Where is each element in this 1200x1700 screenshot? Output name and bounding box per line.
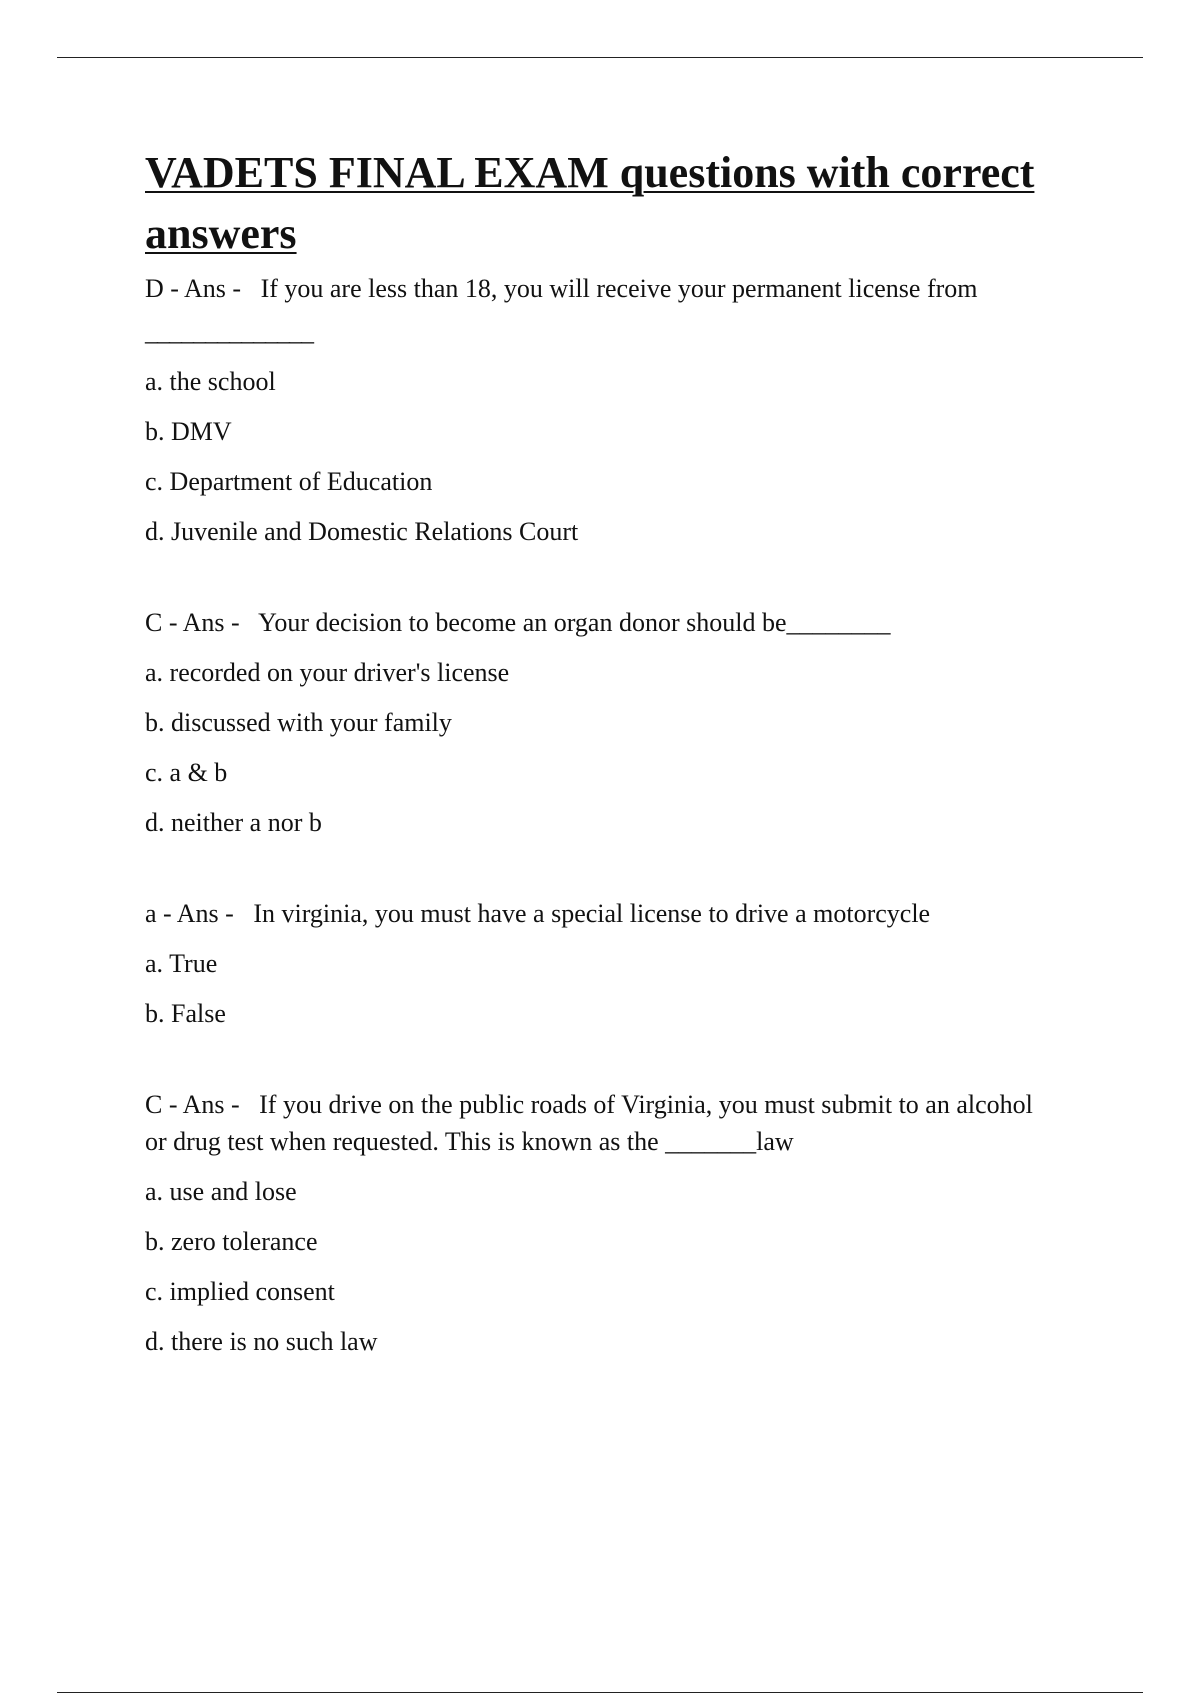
question-1-stem bbox=[145, 270, 1095, 307]
document-title: VADETS FINAL EXAM questions with correct answers bbox=[145, 148, 1035, 258]
question-3-option-b: b. False bbox=[145, 999, 226, 1028]
question-4-option-a: a. use and lose bbox=[145, 1177, 297, 1206]
question-3 bbox=[145, 895, 1095, 1032]
question-4-text: If you drive on the public roads of Virginia, you must submit to an alcohol or drug test when requested. This is known as the _______law bbox=[145, 1090, 1040, 1156]
top-rule bbox=[57, 57, 1143, 58]
question-2 bbox=[145, 604, 1095, 841]
question-2-option-d: d. neither a nor b bbox=[145, 808, 322, 837]
question-2-option-c: c. a & b bbox=[145, 758, 228, 787]
question-4-option-c: c. implied consent bbox=[145, 1277, 335, 1306]
question-1-option-b: b. DMV bbox=[145, 417, 232, 446]
question-2-text: Your decision to become an organ donor should be________ bbox=[258, 608, 891, 637]
bottom-rule bbox=[57, 1692, 1143, 1693]
document-page bbox=[145, 142, 1095, 1360]
question-4-answer-prefix: C - Ans - bbox=[145, 1090, 260, 1119]
question-2-answer-prefix: C - Ans - bbox=[145, 608, 259, 637]
question-3-text: In virginia, you must have a special license to drive a motorcycle bbox=[253, 899, 931, 928]
question-3-option-a: a. True bbox=[145, 949, 218, 978]
question-3-stem bbox=[145, 895, 1095, 932]
question-2-option-b: b. discussed with your family bbox=[145, 708, 452, 737]
question-4 bbox=[145, 1086, 1095, 1360]
question-1-option-d: d. Juvenile and Domestic Relations Court bbox=[145, 517, 579, 546]
question-3-answer-prefix: a - Ans - bbox=[145, 899, 254, 928]
question-1 bbox=[145, 270, 1095, 550]
question-1-option-c: c. Department of Education bbox=[145, 467, 433, 496]
question-4-option-b: b. zero tolerance bbox=[145, 1227, 318, 1256]
question-1-text: If you are less than 18, you will receive your permanent license from bbox=[260, 274, 978, 303]
question-1-answer-prefix: D - Ans - bbox=[145, 274, 261, 303]
question-1-option-a: a. the school bbox=[145, 367, 276, 396]
question-1-blank: ______________ bbox=[145, 317, 313, 346]
question-2-option-a: a. recorded on your driver's license bbox=[145, 658, 510, 687]
question-4-option-d: d. there is no such law bbox=[145, 1327, 378, 1356]
question-2-stem bbox=[145, 604, 1095, 641]
question-4-stem bbox=[145, 1086, 1045, 1160]
